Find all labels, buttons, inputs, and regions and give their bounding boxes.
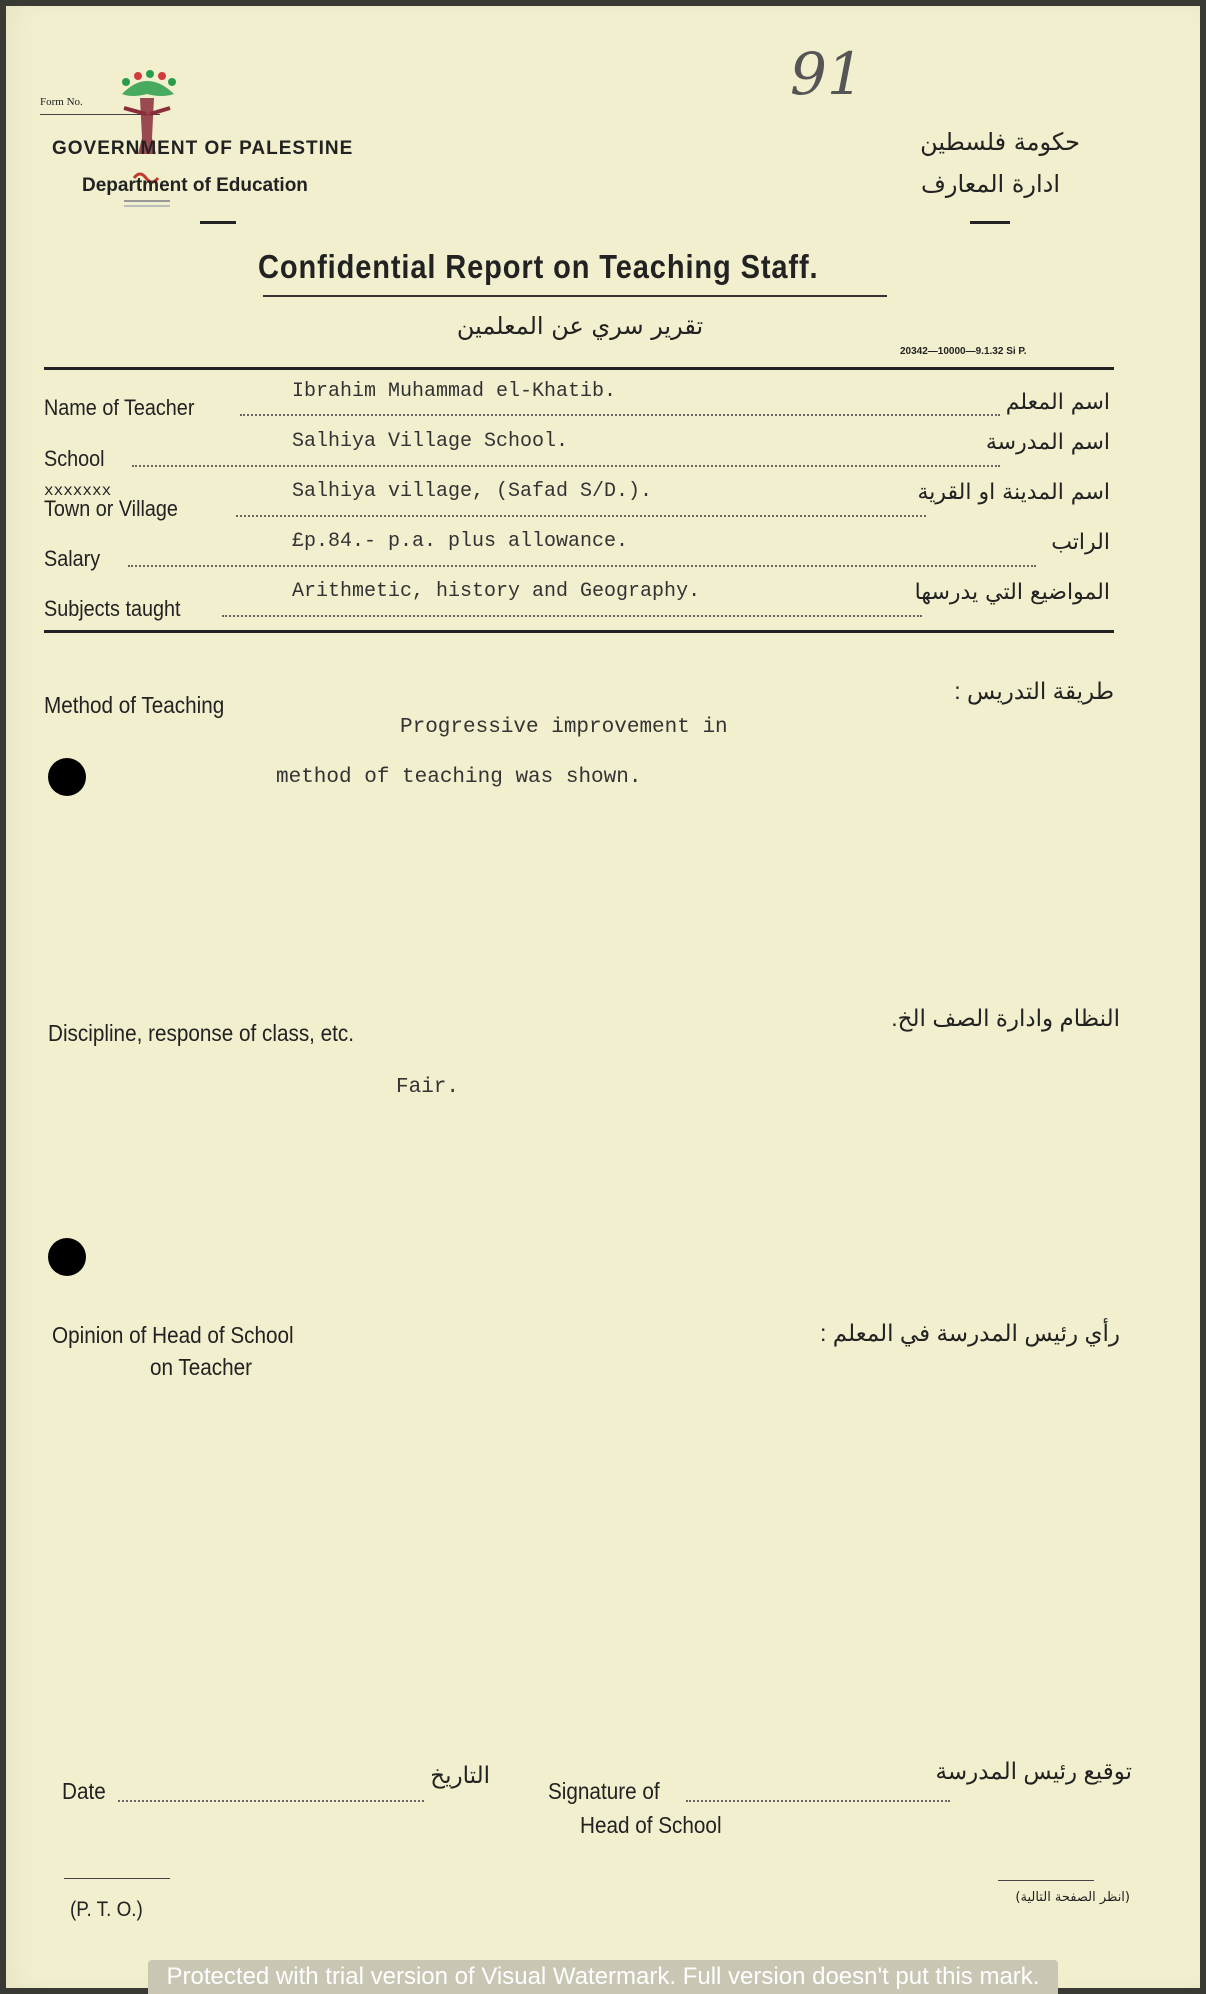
- date-line: [118, 1800, 424, 1802]
- struck-out-text: xxxxxxx: [44, 482, 112, 500]
- field-line: [236, 515, 926, 517]
- department-heading: Department of Education: [82, 175, 308, 196]
- discipline-label: Discipline, response of class, etc.: [48, 1020, 355, 1046]
- field-label-subjects: Subjects taught: [44, 596, 181, 621]
- opinion-label-ar: رأي رئيس المدرسة في المعلم :: [820, 1320, 1120, 1346]
- pto-label-ar: (انظر الصفحة التالية): [1015, 1890, 1130, 1905]
- punch-hole: [48, 1238, 86, 1276]
- field-label-salary: Salary: [44, 546, 101, 571]
- head-of-school-label: Head of School: [580, 1812, 722, 1838]
- field-label-subjects-ar: المواضيع التي يدرسها: [914, 580, 1110, 605]
- divider: [998, 1880, 1094, 1881]
- punch-hole: [48, 758, 86, 796]
- field-value-salary: £p.84.- p.a. plus allowance.: [292, 530, 629, 553]
- field-value-town: Salhiya village, (Safad S/D.).: [292, 480, 653, 503]
- field-label-school: School: [44, 446, 105, 471]
- field-label-name-ar: اسم المعلم: [1005, 390, 1110, 415]
- signature-line: [686, 1800, 950, 1802]
- field-label-town-ar: اسم المدينة او القرية: [917, 480, 1110, 505]
- field-value-subjects: Arithmetic, history and Geography.: [292, 580, 701, 603]
- arabic-document-title: تقرير سري عن المعلمين: [456, 312, 704, 340]
- field-line: [128, 565, 1036, 567]
- discipline-value: Fair.: [396, 1076, 460, 1099]
- watermark-banner: Protected with trial version of Visual Watermark. Full version doesn't put this mark.: [148, 1960, 1058, 1994]
- discipline-label-ar: النظام وادارة الصف الخ.: [891, 1005, 1120, 1031]
- field-label-name: Name of Teacher: [44, 395, 195, 420]
- field-line: [132, 465, 1000, 467]
- field-label-salary-ar: الراتب: [1051, 530, 1110, 555]
- method-of-teaching-label: Method of Teaching: [44, 692, 225, 718]
- divider: [44, 630, 1114, 633]
- government-heading: GOVERNMENT OF PALESTINE: [52, 138, 354, 159]
- divider: [200, 221, 236, 224]
- arabic-department-heading: ادارة المعارف: [920, 170, 1060, 198]
- field-value-school: Salhiya Village School.: [292, 430, 569, 453]
- field-label-school-ar: اسم المدرسة: [985, 430, 1110, 455]
- title-underline: [263, 295, 887, 297]
- field-label-town: Town or Village: [44, 496, 178, 521]
- pto-label: (P. T. O.): [70, 1898, 143, 1921]
- arabic-government-heading: حكومة فلسطين: [920, 128, 1080, 156]
- form-number: Form No.: [40, 96, 83, 108]
- field-line: [222, 615, 922, 617]
- divider: [970, 221, 1010, 224]
- opinion-label: Opinion of Head of School: [52, 1322, 294, 1348]
- opinion-label-cont: on Teacher: [150, 1354, 253, 1380]
- date-label-ar: التاريخ: [430, 1762, 490, 1788]
- divider: [44, 367, 1114, 370]
- handwritten-page-number: 91: [790, 40, 864, 108]
- method-text-line-1: Progressive improvement in: [400, 716, 728, 739]
- signature-label: Signature of: [548, 1778, 660, 1804]
- method-of-teaching-label-ar: طريقة التدريس :: [954, 678, 1114, 704]
- signature-label-ar: توقيع رئيس المدرسة: [935, 1758, 1132, 1784]
- print-code: 20342—10000—9.1.32 Si P.: [900, 346, 1027, 357]
- field-value-name: Ibrahim Muhammad el-Khatib.: [292, 380, 617, 403]
- divider: [64, 1878, 170, 1879]
- document-title: Confidential Report on Teaching Staff.: [258, 248, 819, 285]
- method-text-line-2: method of teaching was shown.: [276, 766, 642, 789]
- date-label: Date: [62, 1778, 106, 1804]
- field-line: [240, 414, 1000, 416]
